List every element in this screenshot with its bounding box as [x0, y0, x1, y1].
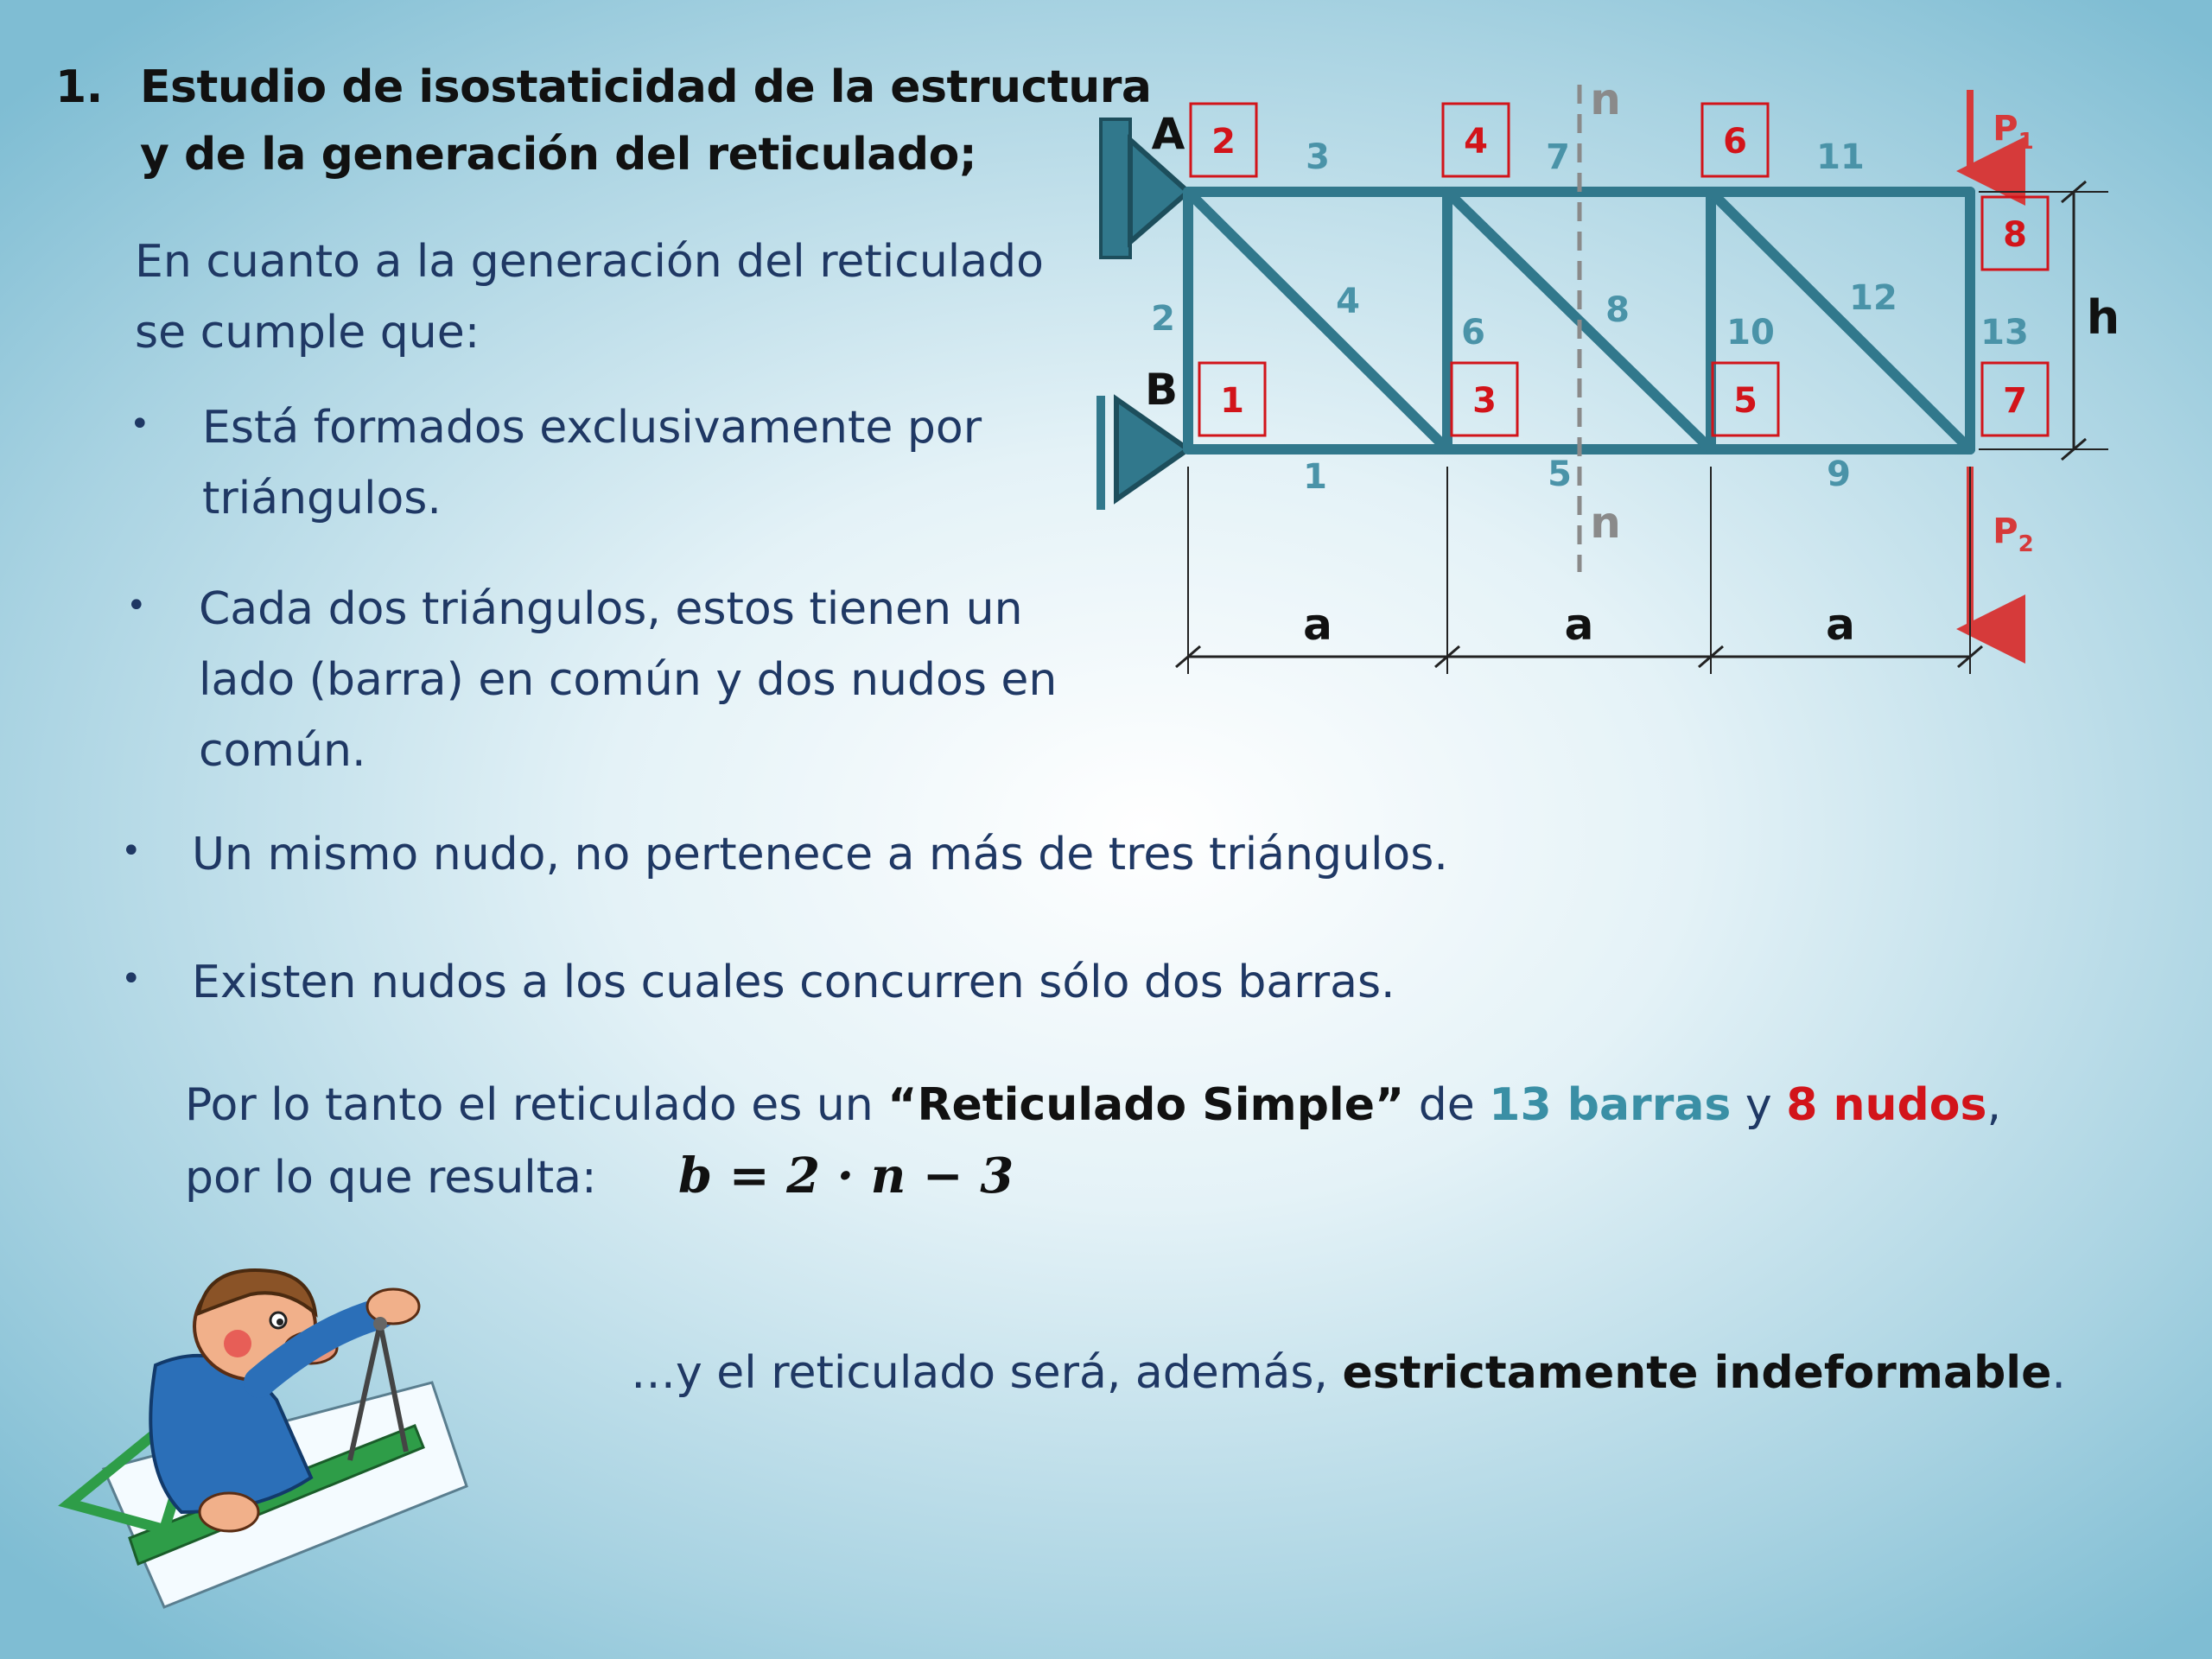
bullet-2-line-1: Cada dos triángulos, estos tienen un	[199, 583, 1023, 635]
bar-label-6: 6	[1461, 313, 1485, 353]
conclusion-line-2	[185, 1141, 2001, 1213]
load-label-p1: $P_1$	[1993, 109, 2034, 155]
bar-label-9: 9	[1827, 454, 1851, 494]
reticulado-simple-term: “Reticulado Simple”	[887, 1079, 1405, 1131]
truss-diagram	[1071, 69, 2143, 691]
bullet-1-text	[202, 392, 982, 534]
dimension-h-label: h	[2086, 290, 2120, 345]
bullet-2-text	[199, 574, 1057, 786]
bar-label-8: 8	[1605, 290, 1630, 330]
conclusion-result-label: por lo que resulta:	[185, 1152, 597, 1204]
isostaticity-formula: b = 2 · n − 3	[678, 1147, 1014, 1205]
intro-text	[135, 226, 1044, 368]
bar-label-3: 3	[1306, 137, 1330, 177]
bar-label-11: 11	[1816, 137, 1865, 177]
conclusion-de: de	[1404, 1079, 1490, 1131]
heading-number: 1.	[55, 61, 103, 113]
bullet-marker: •	[121, 831, 142, 871]
bar-label-5: 5	[1548, 454, 1572, 494]
bullet-2-line-3: común.	[199, 725, 366, 777]
bar-label-10: 10	[1726, 313, 1775, 353]
conclusion-comma: ,	[1986, 1079, 2001, 1131]
heading-line-2: y de la generación del reticulado;	[140, 129, 977, 181]
bullet-marker: •	[121, 959, 142, 999]
support-label-b: B	[1144, 365, 1179, 415]
load-subscript-p1: 1	[2018, 129, 2034, 155]
bullet-2-line-2: lado (barra) en común y dos nudos en	[199, 654, 1058, 706]
dimension-a-label-2: a	[1564, 600, 1594, 650]
support-label-a: A	[1151, 109, 1185, 159]
node-label-3: 3	[1472, 381, 1497, 421]
bar-label-7: 7	[1546, 137, 1570, 177]
section-label-top: n	[1590, 74, 1621, 124]
conclusion-prefix: Por lo tanto el reticulado es un	[185, 1079, 888, 1131]
bar-label-13: 13	[1980, 313, 2029, 353]
dimension-a-label-1: a	[1303, 600, 1332, 650]
bullet-1-line-2: triángulos.	[202, 473, 442, 524]
node-label-4: 4	[1464, 122, 1488, 162]
conclusion-text	[185, 1070, 2001, 1213]
bullet-1-line-1: Está formados exclusivamente por	[202, 402, 982, 454]
bullet-marker: •	[130, 404, 150, 444]
engineer-drafting-icon	[52, 1253, 484, 1624]
bullet-4-line-1: Existen nudos a los cuales concurren sólo dos barras.	[192, 957, 1395, 1008]
bar-label-12: 12	[1849, 278, 1897, 318]
support-wall-a	[1101, 119, 1130, 257]
closing-text	[631, 1338, 2066, 1408]
intro-line-1: En cuanto a la generación del reticulado	[135, 236, 1044, 288]
node-label-5: 5	[1733, 381, 1758, 421]
closing-prefix: …y el reticulado será, además,	[631, 1347, 1343, 1399]
node-count: 8 nudos	[1786, 1079, 1987, 1131]
intro-line-2: se cumple que:	[135, 307, 480, 359]
bar-label-4: 4	[1336, 282, 1360, 321]
node-label-6: 6	[1723, 122, 1747, 162]
bullet-3-line-1: Un mismo nudo, no pertenece a más de tres triángulos.	[192, 829, 1448, 880]
bar-label-1: 1	[1303, 457, 1327, 497]
heading-line-1: Estudio de isostaticidad de la estructura	[140, 61, 1152, 113]
dimension-a-label-3: a	[1826, 600, 1855, 650]
load-subscript-p2: 2	[2018, 531, 2034, 557]
section-label-bottom: n	[1590, 498, 1621, 548]
conclusion-y: y	[1731, 1079, 1787, 1131]
load-label-p2: $P_2$	[1993, 512, 2034, 557]
section-heading	[55, 54, 1152, 192]
node-label-1: 1	[1220, 381, 1244, 421]
closing-emphasis: estrictamente indeformable	[1342, 1347, 2052, 1399]
conclusion-line-1	[185, 1070, 2001, 1141]
bullet-marker: •	[126, 586, 147, 626]
bar-label-2: 2	[1151, 299, 1175, 339]
closing-suffix: .	[2051, 1347, 2066, 1399]
node-label-7: 7	[2003, 381, 2027, 421]
bar-count: 13 barras	[1489, 1079, 1732, 1131]
node-label-2: 2	[1211, 122, 1236, 162]
node-label-8: 8	[2003, 215, 2027, 255]
